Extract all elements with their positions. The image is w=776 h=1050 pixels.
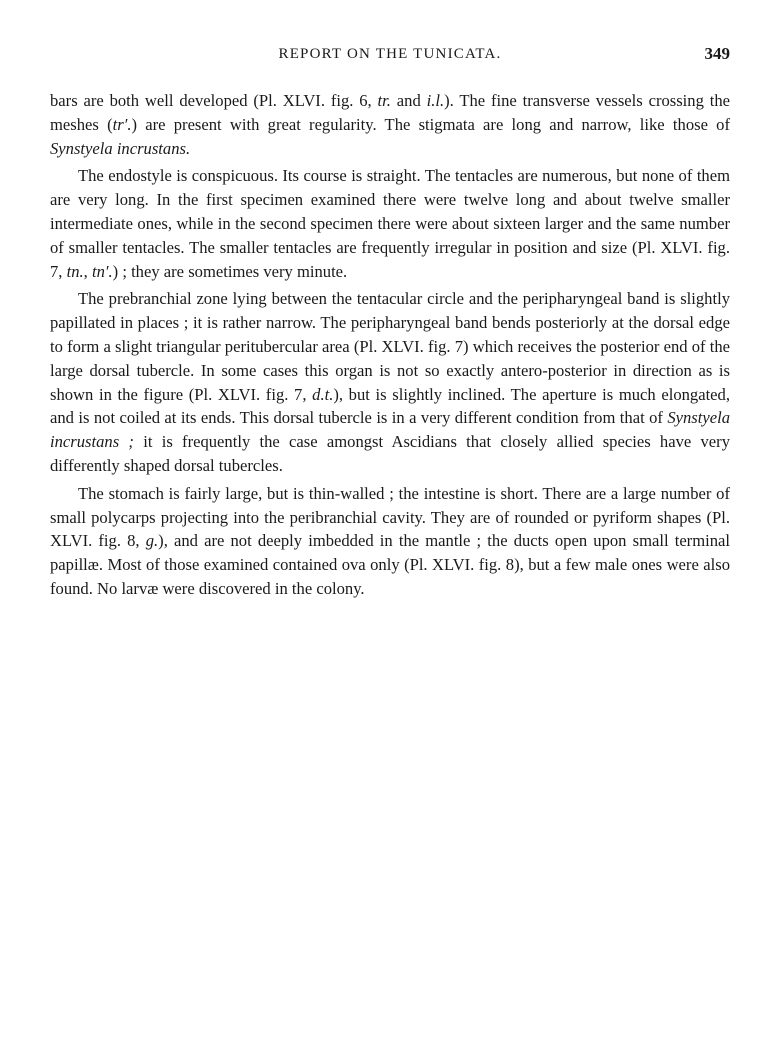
- paragraph: [50, 482, 730, 601]
- text-run: and: [390, 91, 427, 110]
- body-text: [50, 89, 730, 605]
- italic-text: tn.: [66, 261, 84, 281]
- text-run: ) are present with great regularity. The stigmata are long and narrow, like those of: [131, 114, 731, 134]
- italic-text: tr′.: [112, 114, 132, 134]
- italic-text: tr.: [377, 91, 391, 110]
- italic-text: tn′.: [91, 261, 113, 281]
- text-run: ,: [83, 261, 92, 281]
- text-run: The endostyle is conspicuous. Its course is straight. The tentacles are numerous, but none of them are very long. In the first specimen examined there were twelve long and about twelve smaller intermediate ones, while in the second specimen there were about sixteen larger and the same number of smaller tentacles. The smaller tentacles are frequently irregular in position and size (Pl. XLVI. fig. 7,: [50, 166, 730, 281]
- page-number: 349: [704, 44, 730, 63]
- text-run: ) ; they are sometimes very minute.: [112, 261, 348, 281]
- page-header: [50, 44, 730, 66]
- text-run: ), and are not deeply imbedded in the mantle ; the ducts open upon small terminal papillæ. Most of those examined contained ova only (Pl. XLVI. fig. 8), but a few male ones were also found. No larvæ were discovered in the colony.: [50, 531, 730, 598]
- paragraph: [50, 287, 730, 477]
- text-run: ). The fine transverse vessels crossing the meshes (: [50, 91, 731, 134]
- italic-text: Synstyela incrustans ;: [50, 408, 730, 452]
- italic-text: i.l.: [426, 91, 445, 110]
- text-run: ), but is slightly inclined. The aperture is much elongated, and is not coiled at its ends. This dorsal tubercle is in a very different condition from that of: [50, 384, 730, 428]
- text-run: it is frequently the case amongst Ascidians that closely allied species have very differently shaped dorsal tubercles.: [50, 432, 730, 475]
- text-run: The prebranchial zone lying between the tentacular circle and the peripharyngeal band is slightly papillated in places ; it is rather narrow. The peripharyngeal band bends posteriorly at the dorsal edge to form a slight triangular peritubercular area (Pl. XLVI. fig. 7) which receives the posterior end of the large dorsal tubercle. In some cases this organ is not so exactly antero-posterior in direction as is shown in the figure (Pl. XLVI. fig. 7,: [50, 289, 730, 404]
- running-head: REPORT ON THE TUNICATA.: [278, 46, 502, 62]
- paragraph: [50, 164, 730, 283]
- paragraph: [50, 89, 730, 160]
- italic-text: d.t.: [312, 384, 334, 404]
- text-run: bars are both well developed (Pl. XLVI. fig. 6,: [50, 91, 378, 110]
- italic-text: Synstyela incrustans.: [50, 138, 191, 158]
- italic-text: g.: [145, 531, 159, 551]
- text-run: The stomach is fairly large, but is thin-walled ; the intestine is short. There are a large number of small polycarps projecting into the peribranchial cavity. They are of rounded or pyriform shapes (Pl. XLVI. fig. 8,: [50, 483, 730, 551]
